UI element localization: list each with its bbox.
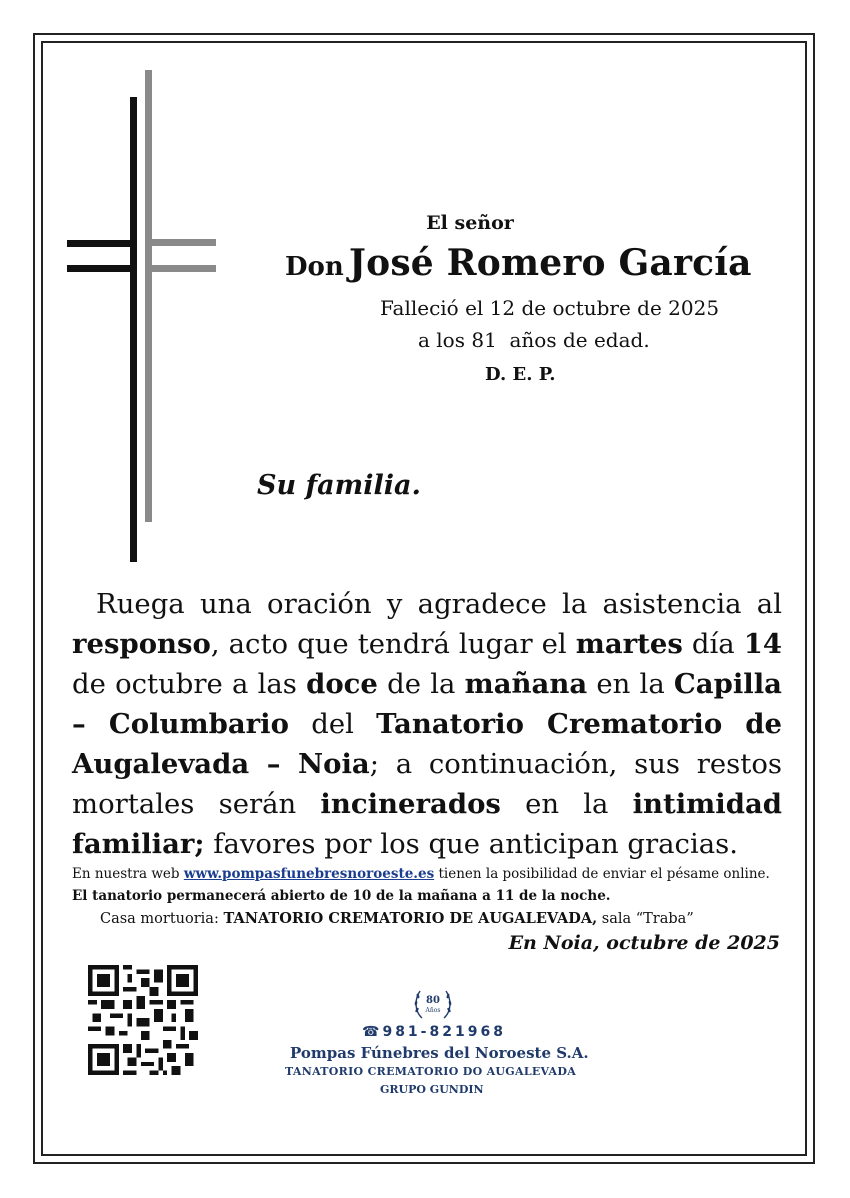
- website-link[interactable]: www.pompasfunebresnoroeste.es: [183, 866, 435, 882]
- company-group: GRUPO GUNDIN: [380, 1083, 484, 1096]
- opening-hours: El tanatorio permanecerá abierto de 10 de la mañana a 11 de la noche.: [72, 888, 611, 904]
- company-tanatorio: TANATORIO CREMATORIO DO AUGALEVADA: [285, 1065, 577, 1078]
- service-announcement: Ruega una oración y agradece la asistencia al responso, acto que tendrá lugar el martes día 14 de octubre a las doce de la mañana en la Capilla – Columbario del Tanatorio Crematorio de Augalevada – Noia; a continuación, sus restos mortales serán incinerados en la intimidad familiar; favores por los que anticipan gracias.: [72, 588, 783, 860]
- phone-number[interactable]: ☎981-821968: [362, 1024, 506, 1040]
- heading: El señor: [426, 212, 514, 234]
- family-signature: Su familia.: [257, 470, 421, 501]
- badge-word: Años: [425, 1007, 441, 1014]
- name-prefix: Don: [285, 252, 344, 282]
- cross-gray-vertical: [145, 70, 152, 522]
- anniversary-badge-icon: [412, 984, 454, 1022]
- phone-icon: ☎: [362, 1024, 383, 1040]
- badge-number: 80: [426, 995, 440, 1006]
- funeral-home: Casa mortuoria: TANATORIO CREMATORIO DE AUGALEVADA, sala “Traba”: [100, 910, 694, 927]
- cross-gray-horizontal-bottom: [145, 265, 216, 272]
- deceased-name: [285, 242, 752, 284]
- place-date: En Noia, octubre de 2025: [508, 932, 780, 954]
- age: a los 81 años de edad.: [418, 328, 650, 352]
- cross-gray-horizontal-top: [145, 239, 216, 246]
- company-name: Pompas Fúnebres del Noroeste S.A.: [290, 1044, 589, 1062]
- rip: D. E. P.: [485, 364, 556, 385]
- cross-black-horizontal-bottom: [67, 265, 137, 272]
- death-date: Falleció el 12 de octubre de 2025: [380, 296, 720, 320]
- cross-black-vertical: [130, 97, 137, 562]
- name-text: José Romero García: [348, 242, 752, 284]
- web-note: En nuestra web www.pompasfunebresnoroeste.es tienen la posibilidad de enviar el pésame online.: [72, 866, 770, 882]
- qr-code-icon[interactable]: [88, 965, 198, 1075]
- cross-black-horizontal-top: [67, 240, 137, 247]
